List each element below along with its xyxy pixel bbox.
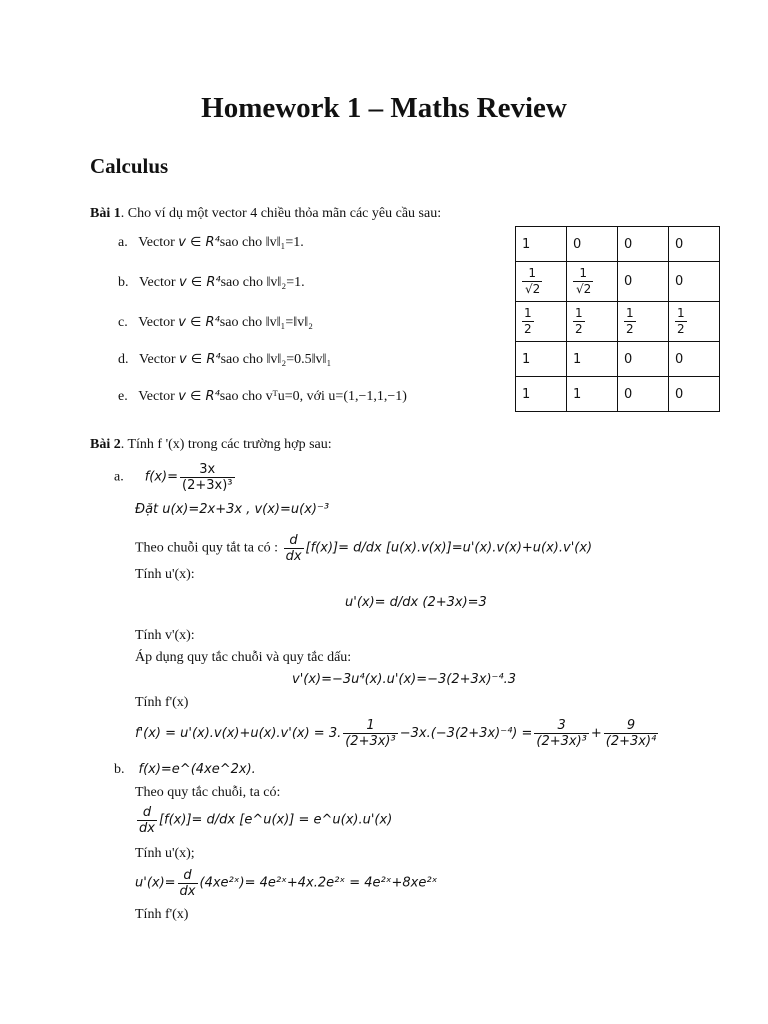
exercise-1-text: . Cho ví dụ một vector 4 chiều thỏa mãn các yêu cầu sau: [120,206,442,221]
table-cell: 0 [618,227,669,262]
v-prime-result: v'(x)=−3u⁴(x).u'(x)=−3(2+3x)⁻⁴.3 [292,672,517,687]
fraction [343,718,397,749]
fraction [522,306,534,337]
item-condition: sao cho ‖v‖₁=‖v‖₂ [219,315,314,330]
table-row [516,227,720,262]
f-prime-mid: −3x.(−3(2+3x)⁻⁴) = [399,726,533,741]
fraction: $\frac{d}{dx}$ [285,533,302,564]
part-b-chain [135,805,392,836]
table-cell: 0 [618,377,669,412]
fraction: $\frac{d}{dx}$ [179,868,196,899]
table-row [516,377,720,412]
exercise-1-prompt [90,206,441,222]
fraction [522,266,542,297]
vector-expression: v ∈ R⁴ [179,352,221,367]
f-prime-lhs: f'(x) = u'(x).v(x)+u(x).v'(x) = 3. [135,726,342,741]
substitution: Đặt u(x)=2x+3x , v(x)=u(x)⁻³ [135,502,330,517]
numerator: 1 [677,306,685,320]
fraction [573,266,593,297]
item-text: Vector [139,352,176,367]
fraction [534,718,588,749]
table-cell [567,302,618,342]
function-lhs: f(x)= [144,469,179,485]
part-b-function [114,762,256,778]
part-b-u-prime: u'(x)= $\frac{d}{dx}$ (4xe²ˣ)= 4e²ˣ+4x.2e²ˣ = 4e²ˣ+8xe²ˣ [135,868,438,899]
substitution-line [135,502,329,518]
numerator: 9 [604,718,658,734]
vector-expression: v ∈ R⁴ [178,235,220,250]
fraction [624,306,636,337]
fraction [604,718,658,749]
f-prime-a-expression: f'(x) = u'(x).v(x)+u(x).v'(x) = 3. $\frac{1}{\text{(2+3x)³}}$ −3x.(−3(2+3x)⁻⁴) = $\frac{3}{\text{(2+3x)³}}$ + $\frac{9}{\text{(2+3x)⁴}}$ [135,718,657,749]
numerator: 1 [575,306,583,320]
vector-expression: v ∈ R⁴ [178,315,220,330]
part-letter: a. [114,469,124,485]
denominator: (2+3x)³ [536,734,587,749]
denominator: 2 [575,322,583,336]
table-cell [516,302,567,342]
exercise-1-label: Bài 1 [90,206,121,221]
chain-intro: Theo chuỗi quy tắt ta có : [135,540,279,556]
table-cell: 0 [618,262,669,302]
table-row [516,342,720,377]
chain-expression: [f(x)]= d/dx [u(x).v(x)]=u'(x).v(x)+u(x).v'(x) [305,540,593,556]
exercise-1-item-b [118,275,305,291]
numerator: 1 [343,718,397,734]
function-definition: f(x)=e^(4xe^2x). [138,762,256,777]
table-cell: 1 [516,342,567,377]
fraction: $\frac{d}{dx}$ [139,805,155,836]
exercise-1-item-d [118,352,331,368]
item-text: Vector [138,315,175,330]
part-b-compute-u: Tính u'(x); [135,846,195,861]
fraction [675,306,687,337]
table-cell: 1 [567,377,618,412]
exercise-2-text: . Tính f '(x) trong các trường hợp sau: [120,437,332,452]
table-cell: 0 [567,227,618,262]
table-cell: 0 [669,377,720,412]
denominator: (2+3x)⁴ [605,734,657,749]
numerator: 1 [626,306,634,320]
exercise-2-label: Bài 2 [90,437,121,452]
item-letter: e. [118,389,128,404]
table-cell: 1 [516,377,567,412]
item-condition: sao cho ‖v‖₁=1. [219,235,304,250]
table-row [516,302,720,342]
vector-expression: v ∈ R⁴ [179,275,221,290]
u-prime-result: u'(x)= d/dx (2+3x)=3 [345,595,487,610]
numerator: 1 [522,266,542,282]
exercise-1-item-a [118,235,304,251]
denominator: 2 [626,322,634,336]
section-heading: Calculus [90,154,169,178]
part-a-function [114,462,237,493]
exercise-1-item-e [118,389,407,405]
item-letter: d. [118,352,129,367]
chain-expression: [f(x)]= d/dx [e^u(x)] = e^u(x).u'(x) [158,812,393,828]
fraction [180,462,234,493]
numerator: 1 [524,306,532,320]
item-letter: b. [118,275,129,290]
table-cell: 0 [669,342,720,377]
vector-expression: v ∈ R⁴ [178,389,220,404]
table-cell [618,302,669,342]
item-text: Vector [139,275,176,290]
exercise-2-prompt [90,437,332,453]
numerator: 3x [180,462,234,478]
denominator [522,282,542,297]
apply-rules: Áp dụng quy tắc chuỗi và quy tắc dấu: [135,650,352,665]
denominator: (2+3x)³ [182,478,233,493]
table-cell [516,262,567,302]
item-condition: sao cho vᵀu=0, với u=(1,−1,1,−1) [219,389,407,404]
table-cell: 1 [567,342,618,377]
item-letter: a. [118,235,128,250]
item-condition: sao cho ‖v‖₂=0.5‖v‖₁ [220,352,332,367]
compute-f-prime: Tính f'(x) [135,695,189,710]
part-letter: b. [114,762,125,777]
item-text: Vector [138,389,175,404]
compute-v-prime: Tính v'(x): [135,628,195,643]
item-text: Vector [138,235,175,250]
sqrt-denominator: √2 [525,282,541,296]
table-cell: 0 [618,342,669,377]
table-cell [669,302,720,342]
denominator: 2 [677,322,685,336]
numerator: 3 [534,718,588,734]
table-row [516,262,720,302]
fraction [573,306,585,337]
u-prime-result: (4xe²ˣ)= 4e²ˣ+4x.2e²ˣ = 4e²ˣ+8xe²ˣ [199,875,438,891]
denominator: (2+3x)³ [345,734,396,749]
table-cell: 0 [669,262,720,302]
part-b-compute-f: Tính f'(x) [135,907,189,922]
item-condition: sao cho ‖v‖₂=1. [220,275,305,290]
item-letter: c. [118,315,128,330]
chain-rule-line [135,533,592,564]
table-cell: 1 [516,227,567,262]
table-cell [567,262,618,302]
numerator: 1 [573,266,593,282]
answer-table [515,226,720,412]
exercise-1-item-c [118,315,313,331]
compute-u-prime: Tính u'(x): [135,567,195,582]
denominator [573,282,593,297]
document-title: Homework 1 – Maths Review [201,92,567,124]
denominator: 2 [524,322,532,336]
sqrt-denominator: √2 [576,282,592,296]
part-b-intro: Theo quy tắc chuỗi, ta có: [135,785,281,800]
table-cell: 0 [669,227,720,262]
